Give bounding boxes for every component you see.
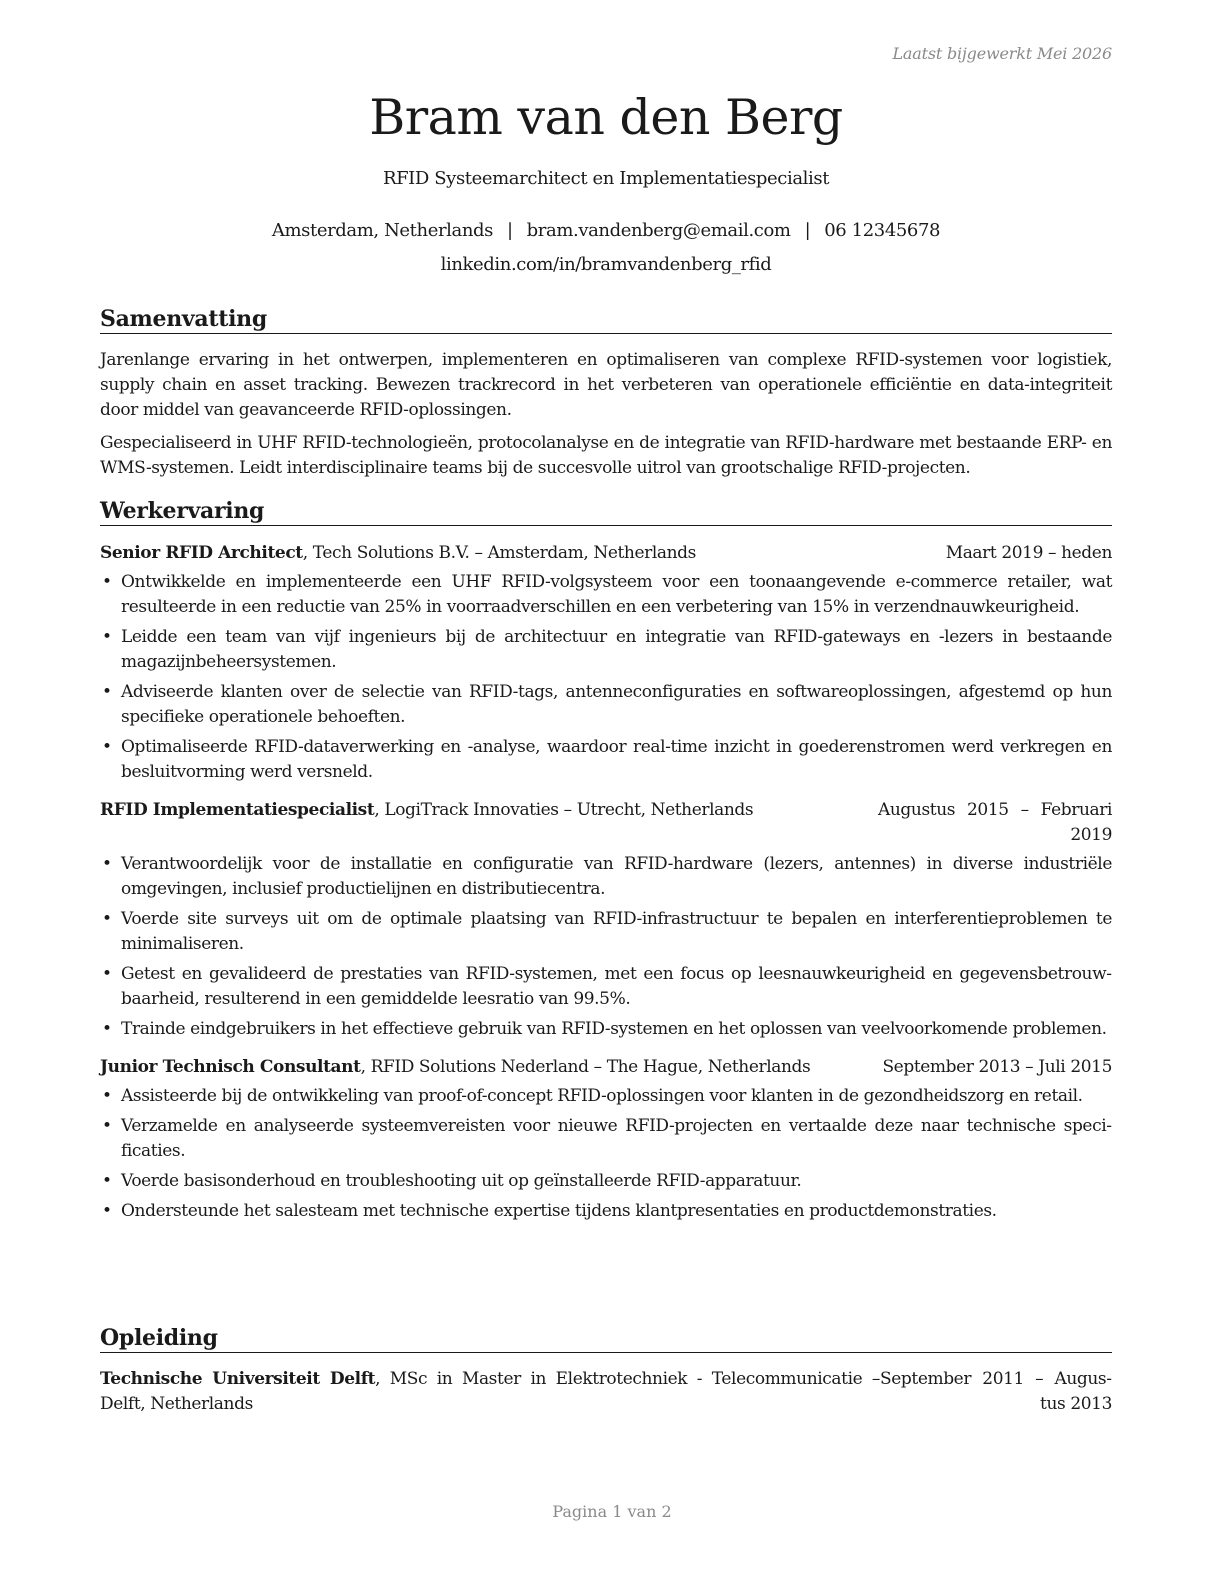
section-title: Opleiding (100, 1325, 1112, 1353)
list-item: • Voerde basisonderhoud en troubleshooting uit op geïnstalleerde RFID-apparatuur. (102, 1171, 802, 1191)
job-dates: September 2013 – Juli 2015 (882, 1057, 1112, 1077)
summary-paragraph: Jarenlange ervaring in het ontwerpen, implementeren en optimaliseren van complexe RFID-systemen voor logistiek, supply chain en asset tracking. Bewezen trackrecord in het verbeteren van operationele efficiëntie en data-integriteit door middel van geavanceerde RFID-oplossingen. (100, 350, 1112, 420)
education-header (100, 1367, 1112, 1417)
list-item: • Ontwikkelde en implementeerde een UHF RFID-volgsysteem voor een toonaangevende e-commerce retailer, wat resulteerde in een reductie van 25% in voorraadverschillen en een verbetering van 15% in verzendnauwkeurigheid. (102, 572, 1112, 617)
last-updated-note: Laatst bijgewerkt Mei 2026 (892, 44, 1112, 63)
headline: RFID Systeemarchitect en Implementatiespecialist (382, 168, 830, 189)
page-number: Pagina 1 van 2 (552, 1502, 672, 1521)
list-item: • Optimaliseerde RFID-dataverwerking en -analyse, waardoor real-time inzicht in goederenstromen werd verkregen en besluitvorming werd versneld. (102, 737, 1112, 782)
list-item: • Assisteerde bij de ontwikkeling van proof-of-concept RFID-oplossingen voor klanten in de gezondheidszorg en retail. (102, 1086, 1083, 1106)
summary-paragraph: Gespecialiseerd in UHF RFID-technologieën, protocolanalyse en de integratie van RFID-hardware met bestaande ERP- en WMS-systemen. Leidt interdisciplinaire teams bij de succesvolle uitrol van grootschalige RFID-projecten. (100, 433, 1112, 478)
job-entry (100, 541, 1112, 785)
list-item: • Leidde een team van vijf ingenieurs bij de architectuur en integratie van RFID-gateways en -lezers in bestaande magazijnbeheersystemen. (102, 627, 1112, 672)
job-bullets (100, 1084, 1112, 1224)
job-role: Junior Technisch Consultant (100, 1057, 361, 1077)
job-company: , Tech Solutions B.V. – Amsterdam, Netherlands (302, 543, 696, 563)
location: Amsterdam, Netherlands (271, 220, 493, 241)
job-company: , RFID Solutions Nederland – The Hague, Netherlands (360, 1057, 811, 1077)
experience-section (100, 498, 1112, 1229)
list-item: • Ondersteunde het salesteam met technische expertise tijdens klantpresentaties en productdemonstraties. (102, 1201, 997, 1221)
phone: 06 12345678 (824, 220, 941, 241)
education-entry (100, 1367, 1112, 1417)
job-bullets (100, 570, 1112, 785)
job-header (100, 541, 1112, 566)
list-item: • Trainde eindgebruikers in het effectieve gebruik van RFID-systemen en het oplossen van veelvoorkomende problemen. (102, 1019, 1107, 1039)
job-header (100, 798, 1112, 848)
job-dates: Maart 2019 – heden (945, 543, 1112, 563)
education-section (100, 1325, 1112, 1417)
job-role: RFID Implementatiespecialist (100, 800, 375, 820)
linkedin-link[interactable]: linkedin.com/in/bramvandenberg_rfid (440, 254, 772, 275)
job-entry (100, 1055, 1112, 1224)
job-role: Senior RFID Architect (100, 543, 303, 563)
separator: | (804, 220, 811, 241)
separator: | (507, 220, 513, 241)
school-name: Technische Universiteit Delft (100, 1369, 376, 1389)
list-item: • Verantwoordelijk voor de installatie en configuratie van RFID-hardware (lezers, antennes) in diverse industriële omgevingen, inclusief productielijnen en distributiecentra. (102, 854, 1112, 899)
degree-detail: , MSc in Master in Elektrotechniek - Telecommunicatie – Delft, Netherlands (100, 1369, 880, 1414)
section-title: Werkervaring (100, 498, 1112, 526)
list-item: • Voerde site surveys uit om de optimale plaatsing van RFID-infrastructuur te bepalen en interferentieproblemen te minimaliseren. (102, 909, 1112, 954)
job-company: , LogiTrack Innovaties – Utrecht, Netherlands (374, 800, 754, 820)
candidate-name: Bram van den Berg (369, 89, 843, 146)
email-link[interactable]: bram.vandenberg@email.com (526, 220, 791, 241)
section-title: Samenvatting (100, 306, 1112, 334)
education-dates: September 2011 – Augustus 2013 (880, 1369, 1112, 1414)
job-bullets (100, 852, 1112, 1042)
job-header (100, 1055, 1112, 1080)
contact-line (100, 220, 1112, 241)
job-entry (100, 798, 1112, 1042)
list-item: • Verzamelde en analyseerde systeemvereisten voor nieuwe RFID-projecten en vertaalde deze naar technische specificaties. (102, 1116, 1112, 1161)
job-dates: Augustus 2015 – Februari 2019 (878, 800, 1112, 845)
list-item: • Getest en gevalideerd de prestaties van RFID-systemen, met een focus op leesnauwkeurigheid en gegevensbetrouwbaarheid, resulterend in een gemiddelde leesratio van 99.5%. (102, 964, 1112, 1009)
list-item: • Adviseerde klanten over de selectie van RFID-tags, antenneconfiguraties en softwareoplossingen, afgestemd op hun specifieke operationele behoeften. (102, 682, 1112, 727)
summary-section (100, 306, 1112, 481)
